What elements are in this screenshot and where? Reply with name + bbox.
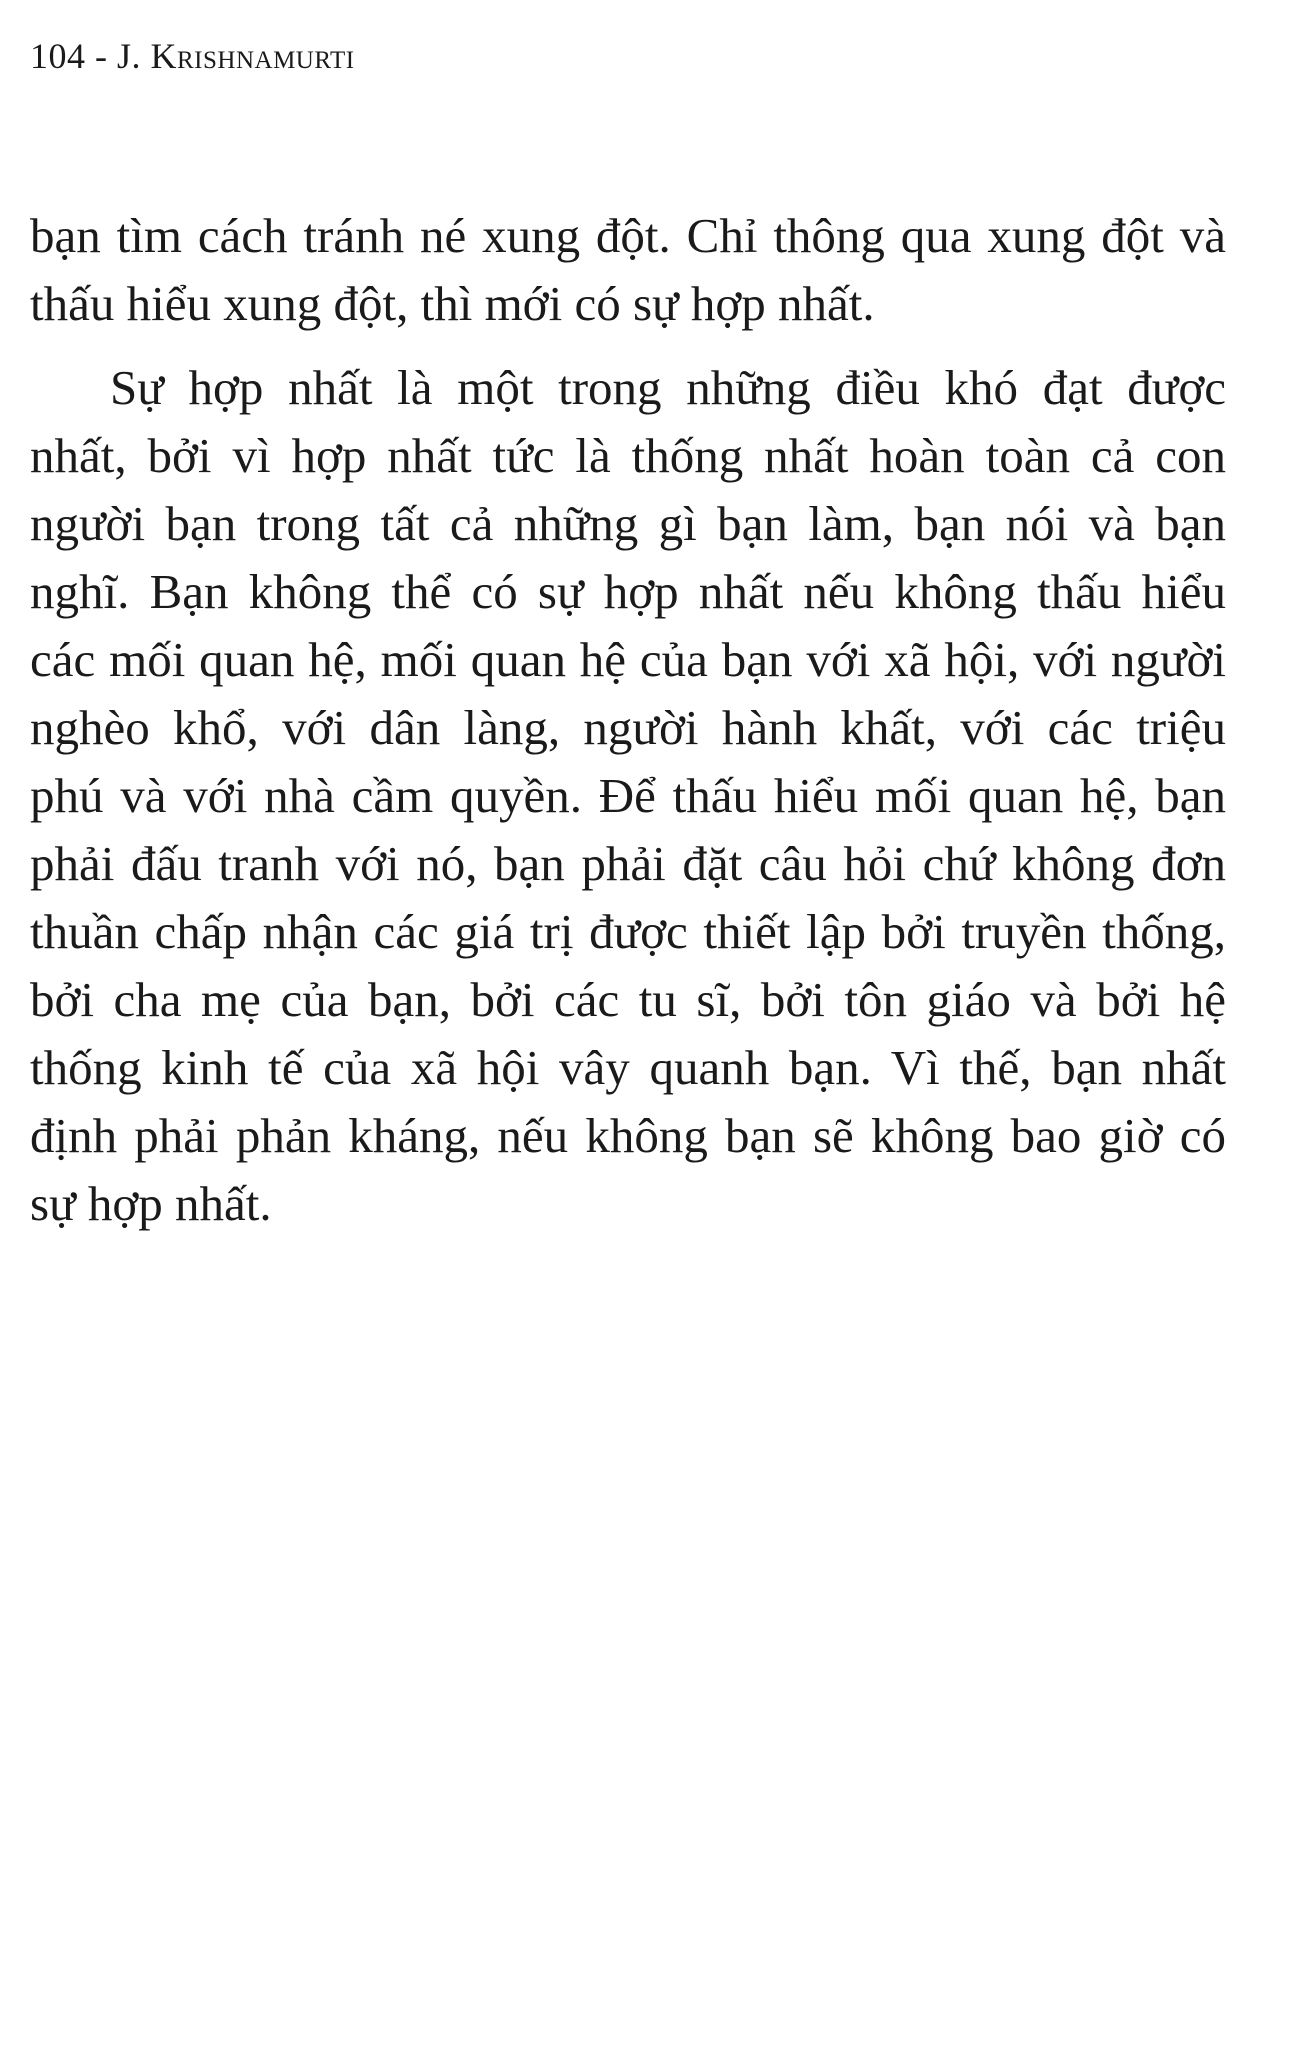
text-line: thuần chấp nhận các giá trị được thiết lập bởi truyền thống,: [30, 904, 1226, 959]
page-number: 104: [30, 36, 86, 76]
text-line: nghĩ. Bạn không thể có sự hợp nhất nếu không thấu hiểu: [30, 564, 1226, 619]
author-name: J. Krishnamurti: [117, 36, 355, 76]
text-line: Sự hợp nhất là một trong những điều khó đạt được: [110, 360, 1226, 415]
text-line: nghèo khổ, với dân làng, người hành khất, với các triệu: [30, 700, 1226, 755]
body-text: [30, 202, 1226, 1238]
text-line: các mối quan hệ, mối quan hệ của bạn với xã hội, với người: [30, 632, 1226, 687]
text-line: phú và với nhà cầm quyền. Để thấu hiểu mối quan hệ, bạn: [30, 768, 1226, 823]
text-line: nhất, bởi vì hợp nhất tức là thống nhất hoàn toàn cả con: [30, 428, 1226, 483]
paragraph-2: [30, 354, 1226, 1238]
text-line: định phải phản kháng, nếu không bạn sẽ không bao giờ có: [30, 1108, 1226, 1163]
header-separator: -: [95, 36, 108, 76]
text-line: bạn tìm cách tránh né xung đột. Chỉ thông qua xung đột và: [30, 208, 1226, 263]
text-line: thấu hiểu xung đột, thì mới có sự hợp nhất.: [30, 276, 875, 331]
text-line: thống kinh tế của xã hội vây quanh bạn. Vì thế, bạn nhất: [30, 1040, 1226, 1095]
text-line: người bạn trong tất cả những gì bạn làm, bạn nói và bạn: [30, 496, 1226, 551]
text-line: sự hợp nhất.: [30, 1176, 272, 1231]
paragraph-1: [30, 202, 1226, 338]
text-line: bởi cha mẹ của bạn, bởi các tu sĩ, bởi tôn giáo và bởi hệ: [30, 972, 1226, 1027]
text-line: phải đấu tranh với nó, bạn phải đặt câu hỏi chứ không đơn: [30, 836, 1226, 891]
running-header: [30, 34, 355, 78]
